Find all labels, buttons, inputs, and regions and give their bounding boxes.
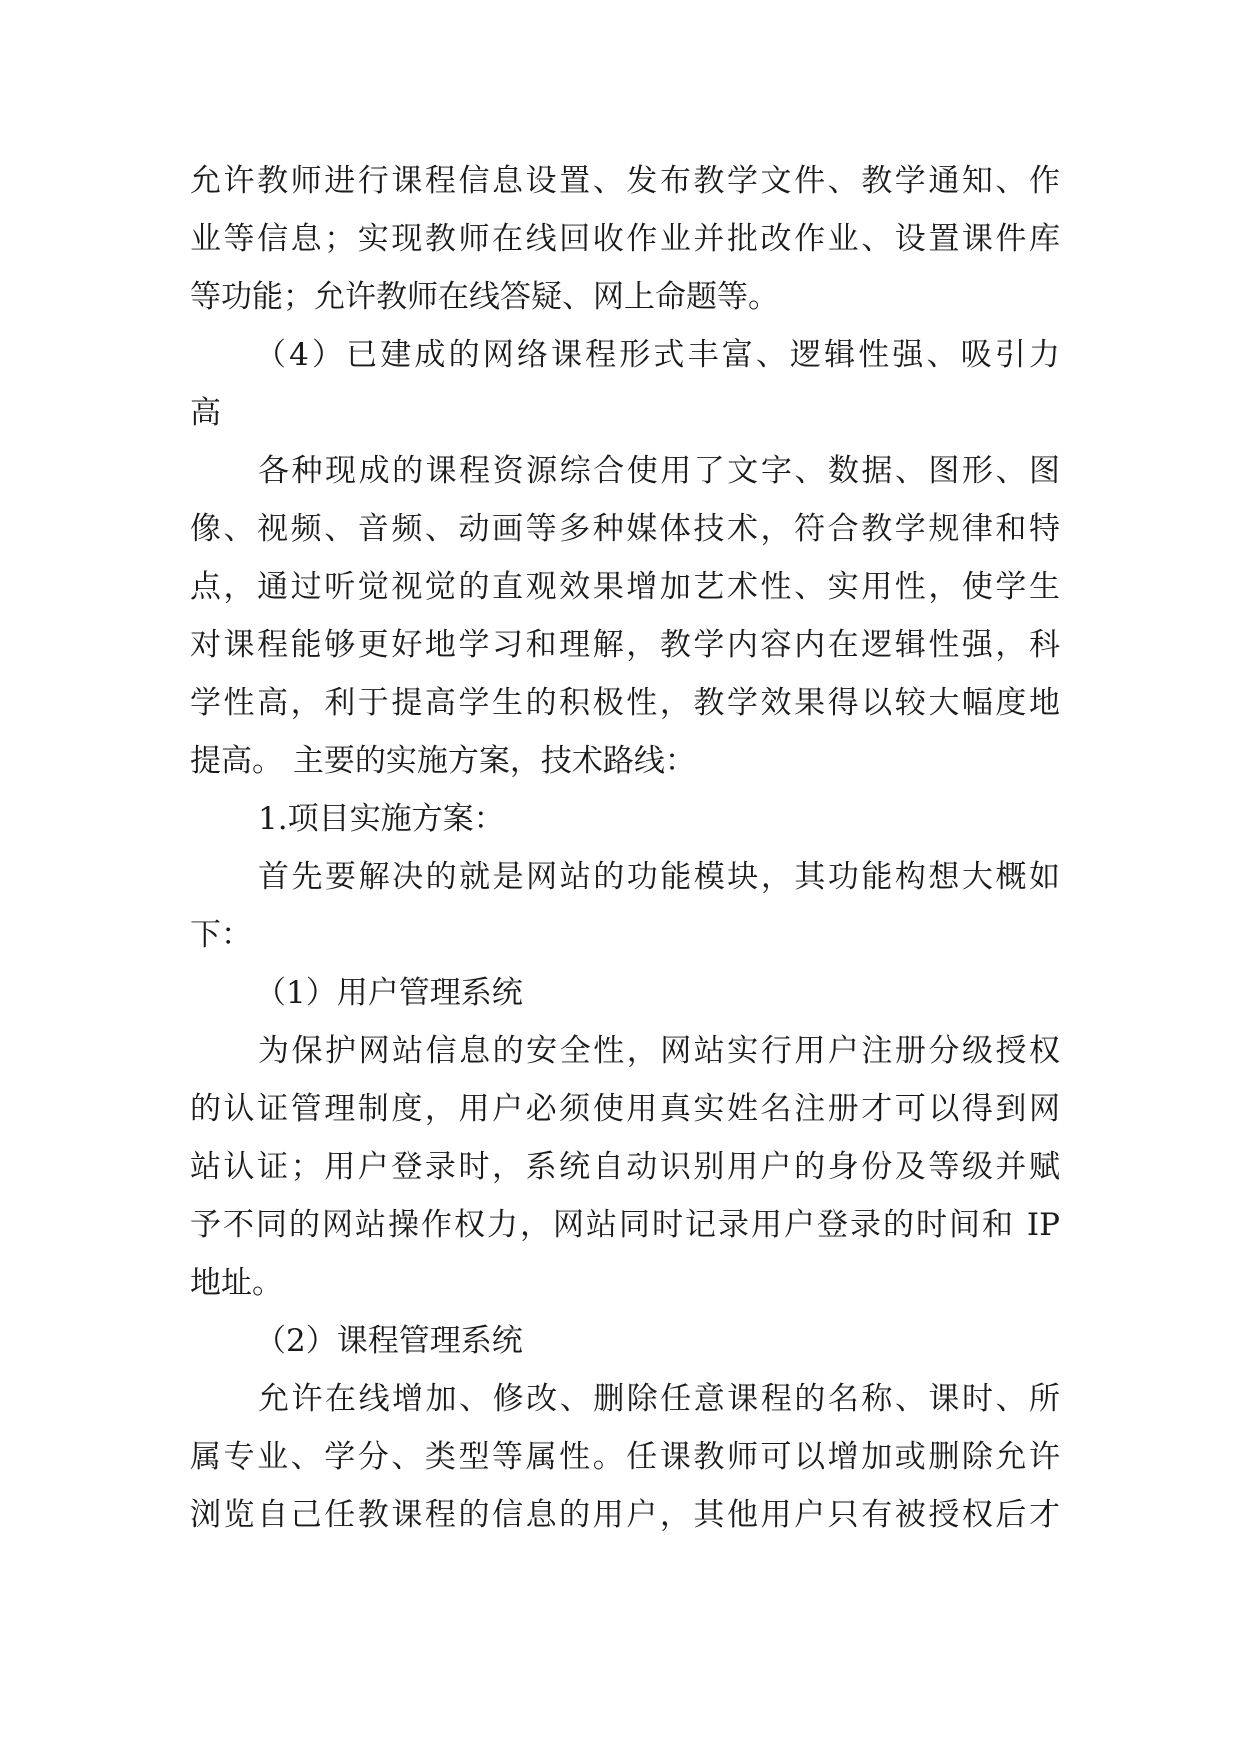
section-heading-2: （2）课程管理系统 xyxy=(255,1323,523,1359)
body-text-line: 予不同的网站操作权力，网站同时记录用户登录的时间和 IP xyxy=(190,1207,1060,1243)
body-text-line: 允许在线增加、修改、删除任意课程的名称、课时、所 xyxy=(258,1381,1060,1417)
body-text-line: 的认证管理制度，用户必须使用真实姓名注册才可以得到网 xyxy=(190,1091,1060,1127)
body-text-line: 属专业、学分、类型等属性。任课教师可以增加或删除允许 xyxy=(190,1439,1060,1475)
body-text-line: 地址。 xyxy=(190,1265,283,1301)
subsection-heading: 1.项目实施方案： xyxy=(258,801,505,837)
body-text-line: 点，通过听觉视觉的直观效果增加艺术性、实用性，使学生 xyxy=(190,569,1060,605)
body-text-line: 下： xyxy=(190,917,252,953)
body-text-line: 浏览自己任教课程的信息的用户，其他用户只有被授权后才 xyxy=(190,1497,1060,1533)
section-heading-4-continued: 高 xyxy=(190,395,221,431)
body-text-line: 对课程能够更好地学习和理解，教学内容内在逻辑性强，科 xyxy=(190,627,1060,663)
section-heading-4: （4）已建成的网络课程形式丰富、逻辑性强、吸引力 xyxy=(255,337,1060,373)
body-text-line: 提高。 主要的实施方案，技术路线： xyxy=(190,743,696,779)
section-heading-1: （1）用户管理系统 xyxy=(255,975,523,1011)
body-text-line: 允许教师进行课程信息设置、发布教学文件、教学通知、作 xyxy=(190,163,1060,199)
body-text-line: 首先要解决的就是网站的功能模块，其功能构想大概如 xyxy=(258,859,1060,895)
body-text-line: 学性高，利于提高学生的积极性，教学效果得以较大幅度地 xyxy=(190,685,1060,721)
body-text-line: 像、视频、音频、动画等多种媒体技术，符合教学规律和特 xyxy=(190,511,1060,547)
body-text-line: 等功能；允许教师在线答疑、网上命题等。 xyxy=(190,279,779,315)
body-text-line: 站认证；用户登录时，系统自动识别用户的身份及等级并赋 xyxy=(190,1149,1060,1185)
body-text-line: 为保护网站信息的安全性，网站实行用户注册分级授权 xyxy=(258,1033,1060,1069)
body-text-line: 各种现成的课程资源综合使用了文字、数据、图形、图 xyxy=(258,453,1060,489)
body-text-line: 业等信息；实现教师在线回收作业并批改作业、设置课件库 xyxy=(190,221,1060,257)
